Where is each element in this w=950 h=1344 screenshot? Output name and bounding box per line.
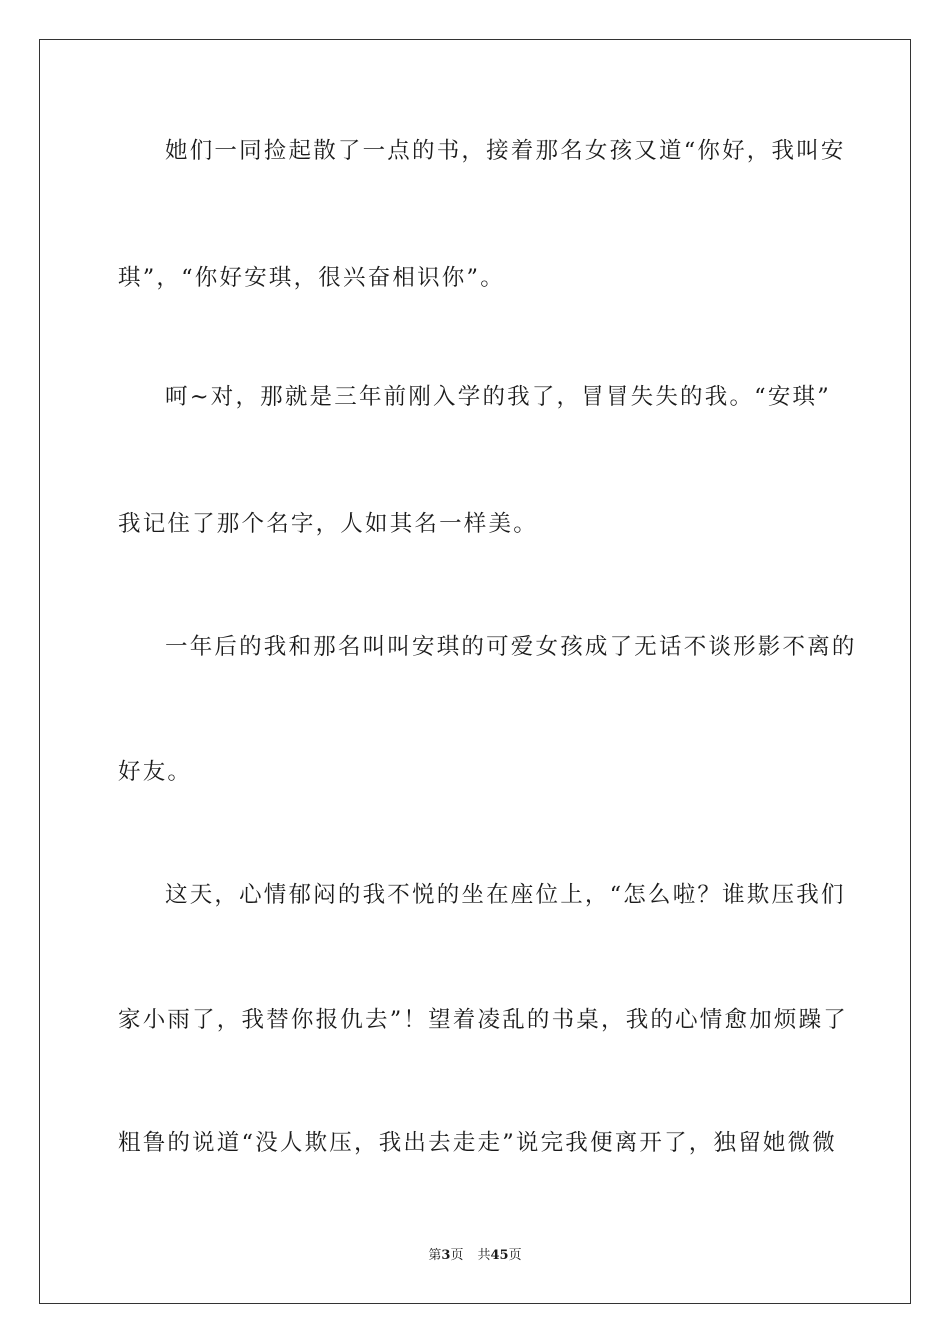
page-border xyxy=(39,39,911,1304)
text-line: 粗鲁的说道“没人欺压，我出去走走”说完我便离开了，独留她微微 xyxy=(118,1130,838,1156)
total-label-suffix: 页 xyxy=(508,1248,522,1263)
text-line: 琪”，“你好安琪，很兴奋相识你”。 xyxy=(118,265,505,291)
total-pages: 45 xyxy=(490,1248,509,1263)
text-line: 好友。 xyxy=(118,759,193,785)
text-line: 这天，心情郁闷的我不悦的坐在座位上，“怎么啦？谁欺压我们 xyxy=(165,882,846,908)
page-label-suffix: 页 xyxy=(450,1248,464,1263)
page-number: 3 xyxy=(441,1248,451,1263)
total-label-prefix: 共 xyxy=(477,1248,491,1263)
page-footer xyxy=(0,1247,950,1265)
page-label-prefix: 第 xyxy=(428,1248,442,1263)
text-line: 我记住了那个名字，人如其名一样美。 xyxy=(118,511,538,537)
text-line: 一年后的我和那名叫叫安琪的可爱女孩成了无话不谈形影不离的 xyxy=(165,634,857,660)
text-line: 呵~对，那就是三年前刚入学的我了，冒冒失失的我。“安琪” xyxy=(165,384,831,410)
text-line: 家小雨了，我替你报仇去”！望着凌乱的书桌，我的心情愈加烦躁了 xyxy=(118,1007,849,1033)
text-line: 她们一同捡起散了一点的书，接着那名女孩又道“你好，我叫安 xyxy=(165,138,846,164)
